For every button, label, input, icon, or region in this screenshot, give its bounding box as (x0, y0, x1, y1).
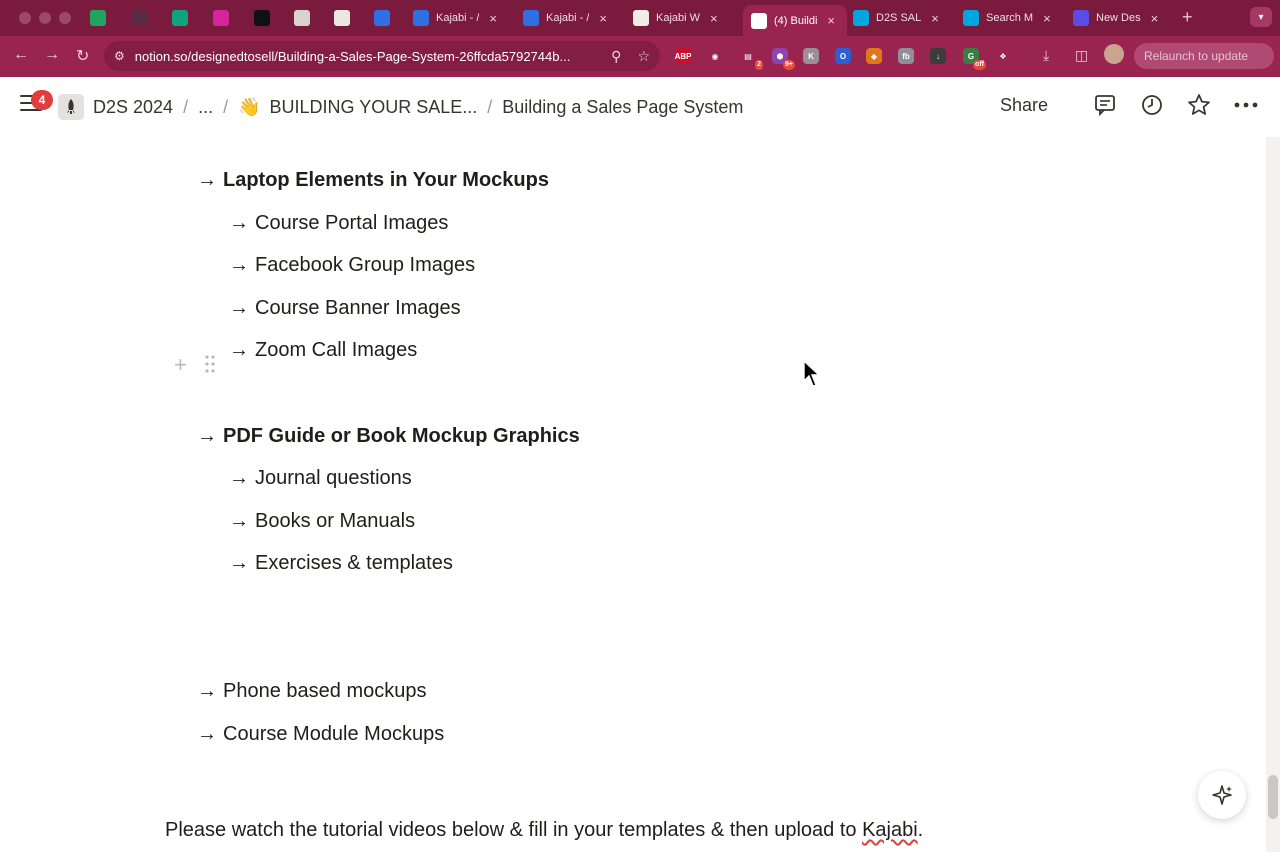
extension-label: ❖ (999, 51, 1007, 61)
logo-icon (334, 10, 350, 26)
add-block-icon[interactable]: + (174, 352, 187, 377)
page-content (0, 137, 1266, 852)
favorite-star-icon[interactable] (1187, 93, 1211, 117)
forward-arrow-icon[interactable]: → (44, 46, 60, 63)
arrow-icon: → (197, 722, 217, 745)
tab-title: Kajabi W (656, 12, 701, 24)
close-tab-icon[interactable]: × (489, 10, 498, 26)
list-item[interactable] (229, 463, 412, 493)
extension-label: ⬢ (776, 51, 784, 61)
tab-title: Kajabi - / (546, 12, 590, 24)
document-icon (294, 10, 310, 26)
breadcrumb-workspace[interactable]: D2S 2024 (93, 96, 174, 117)
breadcrumb-separator: / (183, 96, 189, 117)
extension-label: G (967, 51, 975, 61)
profile-avatar[interactable] (1104, 44, 1124, 64)
rocket-icon (58, 94, 84, 120)
arrow-icon: → (229, 338, 249, 361)
arrow-icon: → (197, 168, 217, 191)
breadcrumb-parent-page[interactable]: BUILDING YOUR SALE... (269, 96, 478, 117)
window-zoom-button[interactable] (59, 12, 71, 24)
reload-icon[interactable]: ↻ (76, 48, 90, 65)
medium-icon (254, 10, 270, 26)
site-settings-icon[interactable]: ⚙ (114, 49, 125, 63)
arrow-icon: → (229, 551, 249, 574)
close-tab-icon[interactable]: × (710, 10, 718, 26)
kajabi-word: Kajabi (862, 819, 918, 841)
list-item-text: PDF Guide or Book Mockup Graphics (223, 424, 580, 447)
list-item[interactable] (229, 548, 453, 578)
share-button[interactable]: Share (999, 94, 1048, 115)
browser-tab[interactable] (963, 4, 1051, 32)
arrow-icon: → (197, 424, 217, 447)
browser-tab[interactable] (374, 4, 397, 32)
side-panel-icon[interactable]: ◫ (1075, 47, 1089, 63)
tab-title: (4) Buildi (774, 14, 818, 27)
list-item[interactable] (229, 293, 461, 323)
list-item[interactable] (229, 506, 415, 536)
page-scrollbar[interactable] (1266, 137, 1280, 852)
extension-icon[interactable] (803, 48, 819, 64)
breadcrumb-current-page[interactable]: Building a Sales Page System (502, 96, 744, 117)
canva-icon (963, 10, 979, 26)
notion-topbar (0, 77, 1280, 137)
breadcrumb-separator: / (223, 96, 229, 117)
extension-label: ◆ (870, 51, 878, 61)
extension-badge: 2 (757, 61, 761, 68)
list-item-text: Zoom Call Images (255, 338, 418, 361)
arrow-icon: → (229, 466, 249, 489)
extension-label: ◉ (711, 51, 719, 61)
more-options-icon[interactable] (1234, 93, 1258, 117)
extension-label: ▤ (744, 51, 752, 61)
browser-tab[interactable] (1073, 4, 1158, 32)
breadcrumb (58, 94, 743, 120)
extension-icon[interactable] (866, 48, 882, 64)
browser-tab[interactable] (523, 4, 607, 32)
list-item-text: Course Banner Images (255, 296, 461, 319)
browser-tab[interactable] (853, 4, 939, 32)
close-tab-icon[interactable]: × (1150, 10, 1159, 26)
extension-icon[interactable] (740, 48, 761, 68)
breadcrumb-separator: / (487, 96, 493, 117)
kajabi-icon (523, 10, 539, 26)
sparkle-icon (1211, 784, 1233, 806)
close-tab-icon[interactable]: × (1043, 10, 1051, 26)
google-sheets-icon (90, 10, 106, 26)
arrow-icon: → (197, 679, 217, 702)
list-item-text: Course Portal Images (255, 211, 449, 234)
mixpanel-icon (131, 10, 147, 26)
chatgpt-icon (172, 10, 188, 26)
extension-icon[interactable] (930, 48, 946, 64)
new-tab-button[interactable]: + (1182, 7, 1193, 27)
search-icon[interactable]: ⚲ (611, 47, 622, 64)
browser-tab[interactable] (172, 4, 195, 32)
notion-ai-button[interactable] (1198, 771, 1246, 819)
list-item-text: Phone based mockups (223, 679, 427, 702)
breadcrumb-ellipsis[interactable]: ... (198, 96, 214, 117)
extension-label: O (839, 51, 847, 61)
browser-tab[interactable] (743, 5, 847, 36)
arrow-icon: → (229, 296, 249, 319)
arrow-icon: → (229, 211, 249, 234)
extension-badge: off (975, 61, 984, 68)
url-text[interactable]: notion.so/designedtosell/Building-a-Sales-Page-System-26ffcda5792744b... (134, 48, 571, 64)
heart-icon (1073, 10, 1089, 26)
browser-tab[interactable] (254, 4, 277, 32)
waving-hand-icon: 👋 (238, 96, 261, 117)
extension-icon[interactable] (963, 48, 984, 68)
browser-tab[interactable] (131, 4, 154, 32)
extension-icon[interactable] (995, 48, 1011, 64)
relaunch-button[interactable]: Relaunch to update (1134, 43, 1274, 69)
list-item-text: Course Module Mockups (223, 722, 445, 745)
browser-toolbar (0, 36, 1280, 77)
history-clock-icon[interactable] (1140, 93, 1164, 117)
arrow-icon: → (229, 509, 249, 532)
list-item[interactable] (197, 719, 444, 749)
bookmark-star-icon[interactable]: ☆ (637, 47, 650, 64)
kajabi-website-icon (633, 10, 649, 26)
extension-label: ↓ (936, 51, 940, 61)
kajabi-icon (413, 10, 429, 26)
list-item-text: Facebook Group Images (255, 253, 476, 276)
back-arrow-icon[interactable]: ← (13, 46, 29, 63)
comments-icon[interactable] (1093, 93, 1117, 117)
drag-handle-icon[interactable] (204, 354, 216, 379)
list-item[interactable] (229, 208, 448, 238)
mouse-pointer-icon (803, 360, 821, 393)
notification-badge[interactable]: 4 (31, 90, 53, 110)
browser-tab[interactable] (334, 4, 357, 32)
close-tab-icon[interactable]: × (931, 10, 939, 26)
window-minimize-button[interactable] (39, 12, 51, 24)
instagram-icon (213, 10, 229, 26)
extension-badge: 9+ (785, 61, 793, 68)
extension-icon[interactable] (898, 48, 914, 64)
scrollbar-thumb[interactable] (1268, 775, 1278, 819)
list-item[interactable] (229, 250, 475, 280)
canva-icon (853, 10, 869, 26)
address-bar[interactable] (104, 41, 660, 71)
browser-tab[interactable] (294, 4, 317, 32)
list-item-text: Laptop Elements in Your Mockups (223, 168, 549, 191)
list-item[interactable] (197, 676, 426, 706)
extension-label: K (808, 51, 814, 61)
downloads-icon[interactable]: ⤓ (1043, 47, 1050, 63)
paragraph-text: Please watch the tutorial videos below & fill in your templates & then upload to (165, 819, 863, 841)
tab-title: Kajabi - / (436, 12, 480, 24)
window-close-button[interactable] (19, 12, 31, 24)
list-item-text: Exercises & templates (255, 551, 453, 574)
extension-icon[interactable] (675, 48, 691, 64)
browser-tab-strip (0, 0, 1280, 36)
extension-icon[interactable] (707, 48, 723, 64)
tab-title: Search M (986, 12, 1034, 24)
notion-icon (751, 13, 767, 29)
list-item-text: Journal questions (255, 466, 412, 489)
extension-label: fb (902, 51, 910, 61)
paragraph-period: . (917, 819, 924, 841)
close-tab-icon[interactable]: × (827, 13, 835, 28)
browser-tab[interactable] (633, 4, 718, 32)
browser-tab[interactable] (413, 4, 497, 32)
section-heading[interactable] (197, 165, 549, 195)
section-heading[interactable] (197, 421, 580, 451)
tab-title: New Des (1096, 12, 1141, 24)
extension-icon[interactable] (835, 48, 851, 64)
instruction-paragraph (165, 819, 923, 842)
close-tab-icon[interactable]: × (599, 10, 608, 26)
list-item-text: Books or Manuals (255, 509, 416, 532)
extension-icon[interactable] (772, 48, 793, 68)
arrow-icon: → (229, 253, 249, 276)
extension-label: ABP (674, 51, 692, 61)
tab-search-menu-button[interactable]: ▾ (1250, 7, 1272, 27)
list-item[interactable] (229, 335, 417, 365)
browser-tab[interactable] (213, 4, 236, 32)
browser-tab[interactable] (90, 4, 113, 32)
tab-title: D2S SAL (876, 12, 922, 24)
kajabi-icon (374, 10, 390, 26)
